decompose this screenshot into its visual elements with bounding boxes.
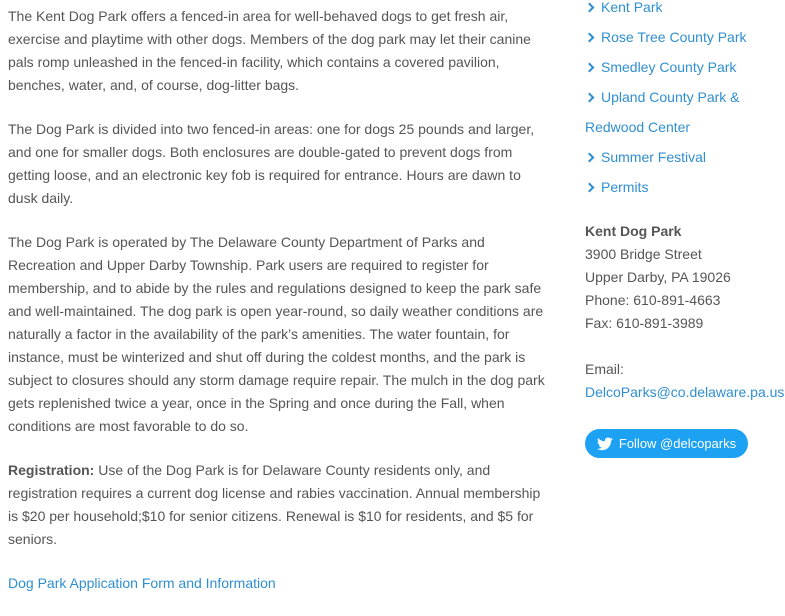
nav-link[interactable]: Upland County Park & Redwood Center: [585, 89, 740, 135]
nav-item-summer-festival[interactable]: [585, 142, 785, 172]
registration-text: Use of the Dog Park is for Delaware County residents only, and registration requires a current dog license and rabies vaccination. Annual membership is $20 per household;$10 for senior citizens. Renewal is $10 for residents, and $5 for seniors.: [8, 462, 541, 547]
twitter-follow-label: Follow @delcoparks: [618, 436, 737, 451]
nav-link[interactable]: Rose Tree County Park: [601, 29, 747, 45]
nav-link[interactable]: Permits: [601, 179, 649, 195]
contact-email-link[interactable]: DelcoParks@co.delaware.pa.us: [585, 384, 785, 400]
contact-fax: Fax: 610-891-3989: [585, 315, 704, 331]
nav-item-permits[interactable]: [585, 172, 785, 202]
contact-email-label: Email:: [585, 361, 624, 377]
operation-paragraph: The Dog Park is operated by The Delaware County Department of Parks and Recreation and Upper Darby Township. Park users are required to register for membership, and to abide by the rules and regulations designed to keep the park safe and well-maintained. The dog park is open year-round, so daily weather conditions are naturally a factor in the availability of the park’s amenities. The water fountain, for instance, must be winterized and shut off during the coldest months, and the park is subject to closures should any storm damage require repair. The mulch in the dog park gets replenished twice a year, once in the Spring and once during the Fall, when conditions are most favorable to do so.: [8, 234, 545, 434]
park-nav-list: [585, 0, 785, 202]
nav-item-upland[interactable]: [585, 82, 785, 142]
registration-paragraph: [8, 459, 553, 551]
contact-block: [585, 220, 785, 404]
chevron-right-icon: [585, 183, 595, 193]
contact-name: Kent Dog Park: [585, 223, 682, 239]
contact-street: 3900 Bridge Street: [585, 246, 702, 262]
nav-link[interactable]: Kent Park: [601, 0, 663, 15]
nav-link[interactable]: Summer Festival: [601, 149, 707, 165]
chevron-right-icon: [585, 153, 595, 163]
contact-phone: Phone: 610-891-4663: [585, 292, 721, 308]
nav-item-smedley[interactable]: [585, 52, 785, 82]
chevron-right-icon: [585, 63, 595, 73]
main-content: [8, 5, 553, 616]
twitter-bird-icon: [597, 437, 613, 451]
chevron-right-icon: [585, 93, 595, 103]
registration-label: Registration:: [8, 462, 95, 478]
intro-paragraph: The Kent Dog Park offers a fenced-in area for well-behaved dogs to get fresh air, exercise and playtime with other dogs. Members of the dog park may let their canine pals romp unleashed in the fenced-in facility, which contains a covered pavilion, benches, water, and, of course, dog-litter bags.: [8, 8, 531, 93]
chevron-right-icon: [585, 3, 595, 13]
nav-item-kent-park[interactable]: [585, 0, 785, 22]
divided-areas-paragraph: The Dog Park is divided into two fenced-in areas: one for dogs 25 pounds and larger, and one for smaller dogs. Both enclosures are double-gated to prevent dogs from getting loose, and an electronic key fob is required for entrance. Hours are dawn to dusk daily.: [8, 121, 535, 206]
nav-link[interactable]: Smedley County Park: [601, 59, 737, 75]
nav-item-rose-tree[interactable]: [585, 22, 785, 52]
twitter-follow-button[interactable]: [585, 429, 748, 458]
application-form-link[interactable]: Dog Park Application Form and Information: [8, 575, 276, 591]
chevron-right-icon: [585, 33, 595, 43]
contact-city: Upper Darby, PA 19026: [585, 269, 731, 285]
sidebar: [585, 0, 785, 451]
